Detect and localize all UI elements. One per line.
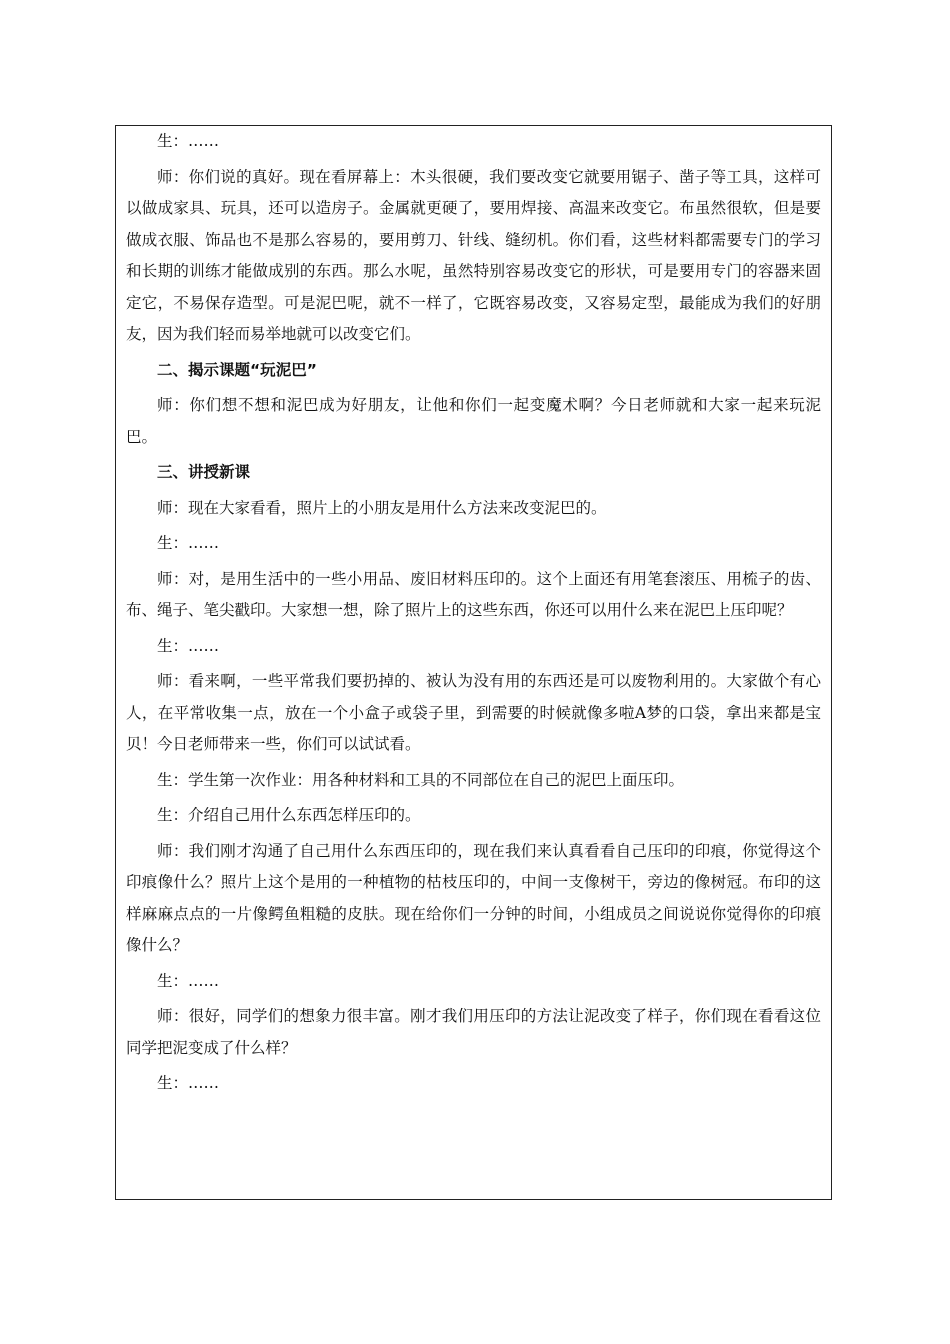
section-heading: 三、讲授新课 (157, 463, 251, 481)
paragraph: 生：…… (157, 132, 220, 150)
paragraph: 生：…… (157, 636, 220, 655)
paragraph: 师：很好，同学们的想象力很丰富。刚才我们用压印的方法让泥改变了样子，你们现在看看这位同学把泥变成了什么样？ (126, 1007, 821, 1057)
paragraph: 师：对，是用生活中的一些小用品、废旧材料压印的。这个上面还有用笔套滚压、用梳子的齿、布、绳子、笔尖戳印。大家想一想，除了照片上的这些东西，你还可以用什么来在泥巴上压印呢？ (126, 569, 821, 619)
paragraph: 师：你们说的真好。现在看屏幕上：木头很硬，我们要改变它就要用锯子、凿子等工具，这样可以做成家具、玩具，还可以造房子。金属就更硬了，要用焊接、高温来改变它。布虽然很软，但是要做成衣服、饰品也不是那么容易的，要用剪刀、针线、缝纫机。你们看，这些材料都需要专门的学习和长期的训练才能做成别的东西。那么水呢，虽然特别容易改变它的形状，可是要用专门的容器来固定它，不易保存造型。可是泥巴呢，就不一样了，它既容易改变，又容易定型，最能成为我们的好朋友，因为我们轻而易举地就可以改变它们。 (126, 167, 821, 343)
paragraph: 生：介绍自己用什么东西怎样压印的。 (157, 806, 421, 824)
paragraph: 师：现在大家看看，照片上的小朋友是用什么方法来改变泥巴的。 (157, 498, 607, 517)
paragraph: 生：…… (157, 1074, 220, 1092)
paragraph: 师：我们刚才沟通了自己用什么东西压印的，现在我们来认真看看自己压印的印痕，你觉得这个印痕像什么？照片上这个是用的一种植物的枯枝压印的，中间一支像树干，旁边的像树冠。布印的这样麻麻点点的一片像鳄鱼粗糙的皮肤。现在给你们一分钟的时间，小组成员之间说说你觉得你的印痕像什么？ (126, 841, 821, 954)
paragraph: 生：…… (157, 534, 220, 552)
document-body (126, 126, 821, 1104)
paragraph: 生：学生第一次作业：用各种材料和工具的不同部位在自己的泥巴上面压印。 (157, 770, 685, 789)
paragraph: 师：看来啊，一些平常我们要扔掉的、被认为没有用的东西还是可以废物利用的。大家做个有心人，在平常收集一点，放在一个小盒子或袋子里，到需要的时候就像多啦A梦的口袋，拿出来都是宝贝！今日老师带来一些，你们可以试试看。 (126, 672, 821, 753)
paragraph: 师：你们想不想和泥巴成为好朋友，让他和你们一起变魔术啊？今日老师就和大家一起来玩泥巴。 (126, 396, 821, 446)
table-cell-frame (115, 125, 832, 1200)
section-heading: 二、揭示课题“玩泥巴” (157, 360, 317, 379)
paragraph: 生：…… (157, 971, 220, 990)
